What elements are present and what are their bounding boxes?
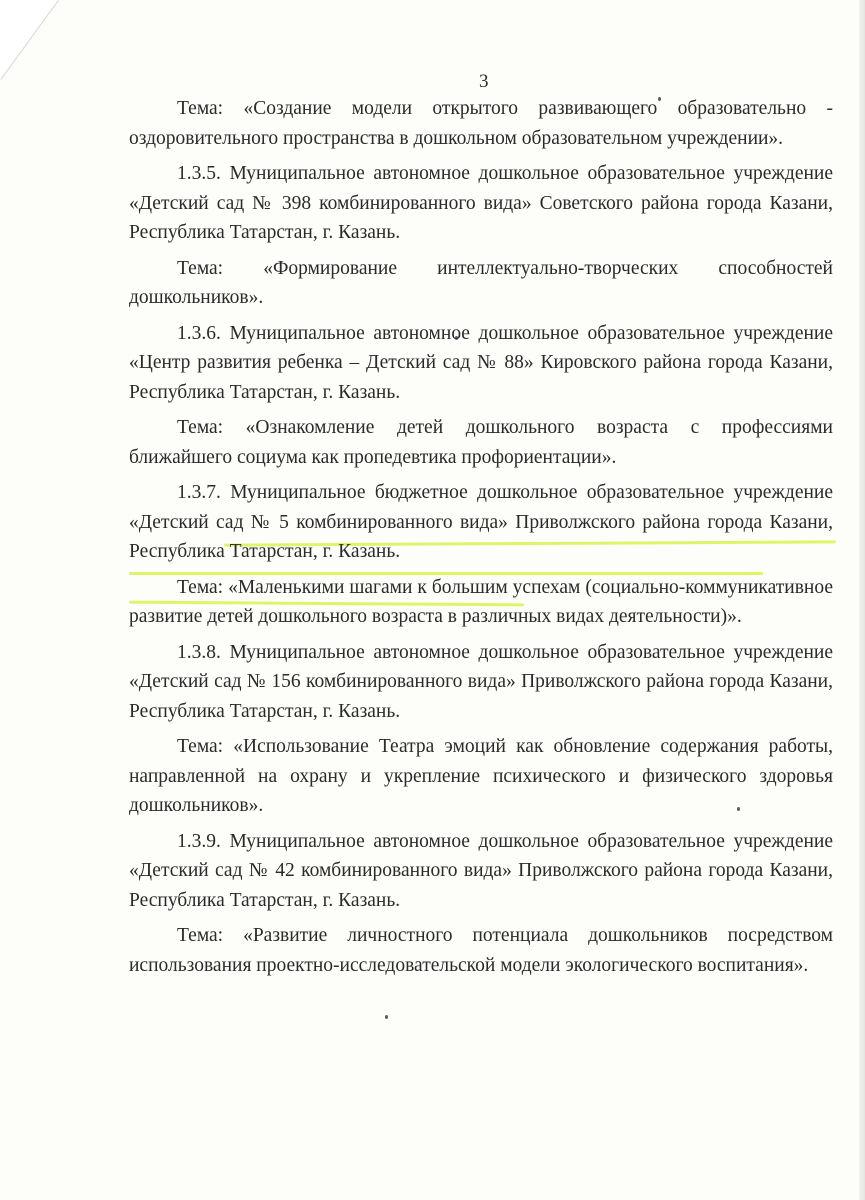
- paragraph-theme: Тема: «Развитие личностного потенциала дошкольников посредством использования проектно-исследовательской модели экологического воспитания».: [129, 925, 833, 976]
- paragraph-item: 1.3.8. Муниципальное автономное дошкольное образовательное учреждение «Детский сад № 156 комбинированного вида» Приволжского района города Казани, Республика Татарстан, г. Казань.: [129, 641, 833, 722]
- paragraph-theme: Тема: «Маленькими шагами к большим успехам (социально-коммуникативное развитие детей дошкольного возраста в различных видах деятельности)».: [129, 576, 833, 627]
- paragraph-theme: Тема: «Формирование интеллектуально-творческих способностей дошкольников».: [129, 257, 833, 308]
- paragraph-item: 1.3.6. Муниципальное автономное дошкольное образовательное учреждение «Центр развития ребенка – Детский сад № 88» Кировского района города Казани, Республика Татарстан, г. Казань.: [129, 322, 833, 403]
- ink-speck: [385, 1015, 388, 1019]
- document-body: [129, 94, 833, 986]
- page-number: 3: [479, 71, 489, 92]
- paragraph-theme: Тема: «Ознакомление детей дошкольного возраста с профессиями ближайшего социума как пропедевтика профориентации».: [129, 417, 833, 468]
- paragraph-item: 1.3.5. Муниципальное автономное дошкольное образовательное учреждение «Детский сад № 398 комбинированного вида» Советского района города Казани, Республика Татарстан, г. Казань.: [129, 163, 833, 243]
- page-right-edge: [859, 0, 865, 1200]
- paragraph-item: 1.3.9. Муниципальное автономное дошкольное образовательное учреждение «Детский сад № 42 комбинированного вида» Приволжского района города Казани, Республика Татарстан, г. Казань.: [129, 830, 833, 911]
- paragraph-theme: Тема: «Создание модели открытого развивающего образовательно - оздоровительного пространства в дошкольном образовательном учреждении».: [129, 98, 833, 149]
- paragraph-item-highlighted: 1.3.7. Муниципальное бюджетное дошкольное образовательное учреждение «Детский сад № 5 комбинированного вида» Приволжского района города Казани, Республика Татарстан, г. Казань.: [129, 482, 833, 562]
- paragraph-theme: Тема: «Использование Театра эмоций как обновление содержания работы, направленной на охрану и укрепление психического и физического здоровья дошкольников».: [129, 736, 833, 816]
